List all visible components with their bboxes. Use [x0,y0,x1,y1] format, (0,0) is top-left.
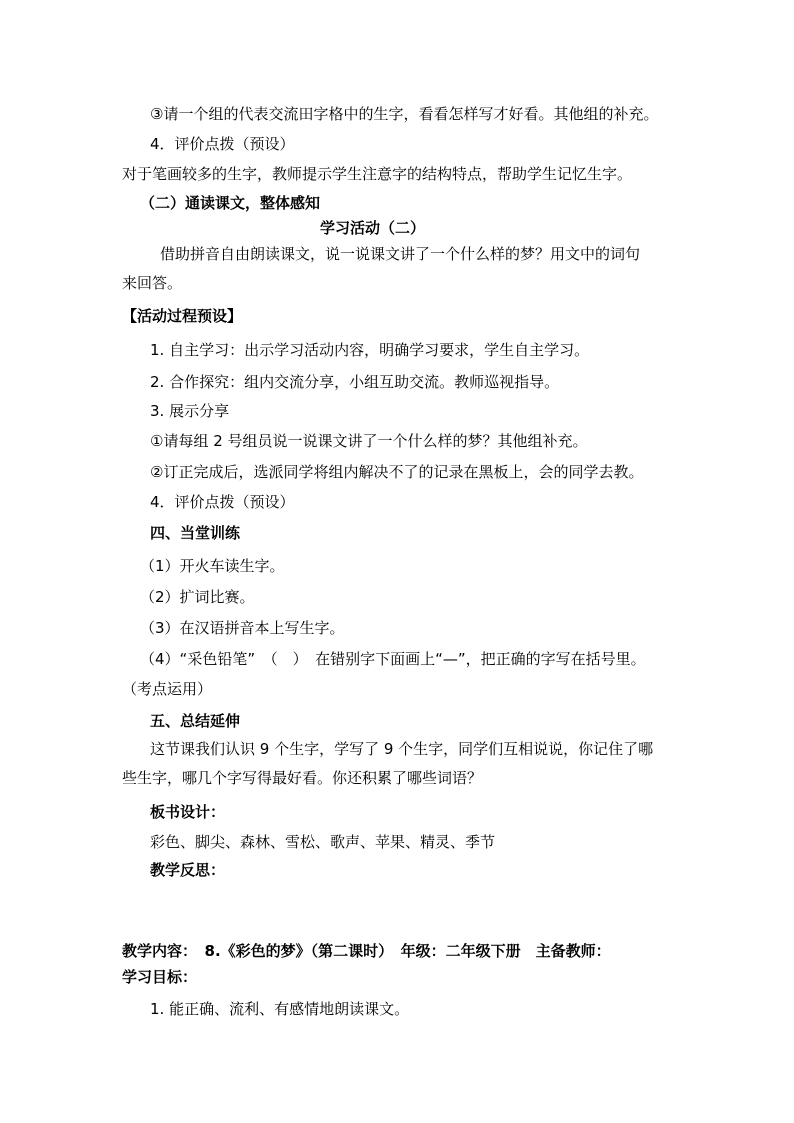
activity-heading: 学习活动（二） [320,219,426,237]
lesson-info-line: 教学内容： 8.《彩色的梦》（第二课时） 年级：二年级下册 主备教师： [122,942,611,960]
paragraph-line: 借助拼音自由朗读课文，说一说课文讲了一个什么样的梦？用文中的词句 [160,245,641,263]
paragraph-line: 彩色、脚尖、森林、雪松、歌声、苹果、精灵、季节 [150,833,496,851]
paragraph-line: 这节课我们认识 9 个生字，学写了 9 个生字，同学们互相说说，你记住了哪 [150,740,654,758]
paragraph-line: （考点运用） [122,680,213,698]
section-heading: 五、总结延伸 [150,712,241,730]
paragraph-line: 来回答。 [122,274,183,292]
paragraph-line: 4．评价点拨（预设） [150,135,295,153]
section-heading: 学习目标： [122,968,198,986]
section-heading: 【活动过程预设】 [122,307,243,325]
paragraph-line: 3. 展示分享 [150,402,230,420]
paragraph-line: （1）开火车读生字。 [140,557,285,575]
paragraph-line: （3）在汉语拼音本上写生字。 [140,619,345,637]
paragraph-line: 4．评价点拨（预设） [150,493,295,511]
paragraph-line: （4）“采色铅笔” （ ） 在错别字下面画上“—”，把正确的字写在括号里。 [140,650,646,668]
paragraph-line: （2）扩词比赛。 [140,588,255,606]
paragraph-line: ①请每组 2 号组员说一说课文讲了一个什么样的梦？其他组补充。 [150,432,588,450]
section-heading: 四、当堂训练 [150,524,241,542]
paragraph-line: ②订正完成后，选派同学将组内解决不了的记录在黑板上，会的同学去教。 [150,463,644,481]
section-heading: （二）通读课文，整体感知 [140,194,321,212]
section-heading: 板书设计： [150,803,226,821]
paragraph-line: ③请一个组的代表交流田字格中的生字，看看怎样写才好看。其他组的补充。 [150,105,659,123]
paragraph-line: 2. 合作探究：组内交流分享，小组互助交流。教师巡视指导。 [150,373,560,391]
section-heading: 教学反思： [150,861,226,879]
paragraph-line: 1. 能正确、流利、有感情地朗读课文。 [150,1000,410,1018]
paragraph-line: 对于笔画较多的生字，教师提示学生注意字的结构特点，帮助学生记忆生字。 [122,165,633,183]
paragraph-line: 1. 自主学习：出示学习活动内容，明确学习要求，学生自主学习。 [150,341,590,359]
paragraph-line: 些生字，哪几个字写得最好看。你还积累了哪些词语？ [122,769,483,787]
